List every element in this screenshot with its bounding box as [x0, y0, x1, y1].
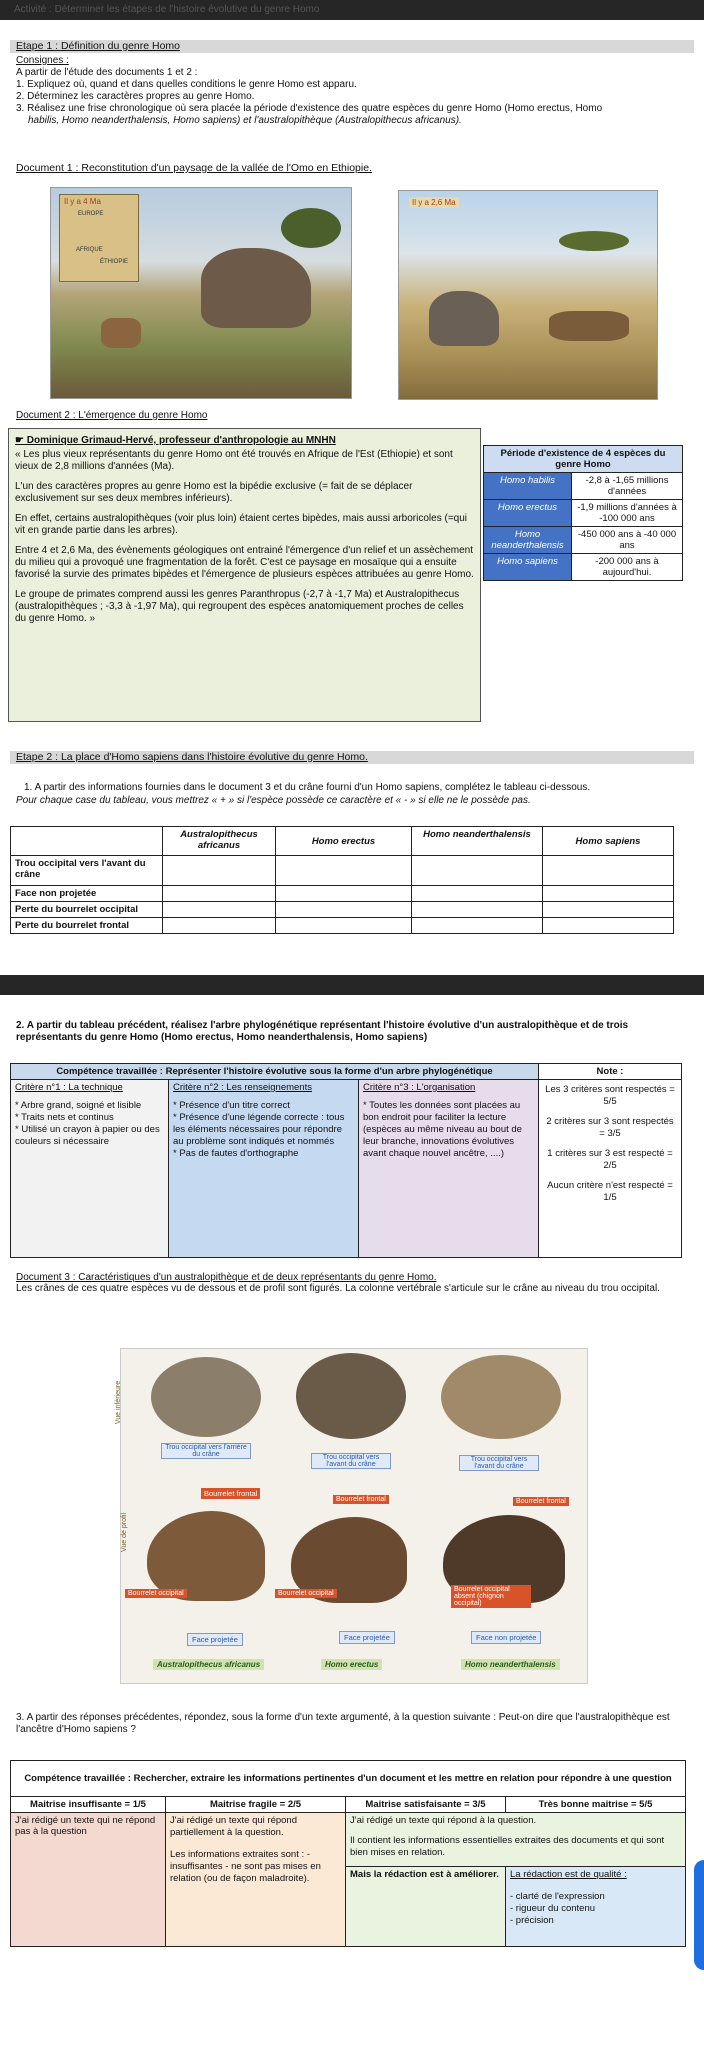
cell-input[interactable]	[276, 902, 412, 918]
cell-insuffisante: J'ai rédigé un texte qui ne répond pas à la question	[11, 1813, 166, 1947]
q3-competence: Compétence travaillée : Rechercher, extraire les informations pertinentes d'un document et les mettre en relation pour répondre à une question	[11, 1761, 686, 1797]
doc2-title: Document 2 : L'émergence du genre Homo	[16, 410, 208, 421]
period-species-2: Homo erectus	[484, 500, 572, 527]
critere-1-title: Critère n°1 : La technique	[15, 1082, 123, 1093]
etape2-band	[10, 751, 694, 764]
period-species-3: Homo neanderthalensis	[484, 527, 572, 554]
note-header: Note :	[539, 1064, 682, 1080]
side-label-inferieure: Vue inférieure	[115, 1380, 123, 1425]
img1-tag: Il y a 4 Ma	[64, 197, 101, 206]
consignes-item-3b: habilis, Homo neanderthalensis, Homo sapiens) et l'australopithèque (Australopithecus africanus).	[28, 115, 462, 126]
map-label-europe: EUROPE	[78, 211, 104, 217]
cell-fragile-a: J'ai rédigé un texte qui répond partiellement à la question.	[170, 1815, 297, 1838]
consignes-title: Consignes :	[16, 55, 69, 66]
etape1-heading: Etape 1 : Définition du genre Homo	[16, 40, 181, 52]
consignes-item-3: 3. Réalisez une frise chronologique où sera placée la période d'existence des quatre espèces du genre Homo (Homo erectus, Homo	[16, 103, 603, 114]
label-face-3: Face non projetée	[471, 1631, 541, 1644]
label-trou-arriere: Trou occipital vers l'arrière du crâne	[161, 1443, 251, 1459]
cell-input[interactable]	[412, 918, 543, 934]
period-value-2: -1,9 millions d'années à -100 000 ans	[572, 500, 683, 527]
cell-input[interactable]	[163, 902, 276, 918]
label-occipital-1: Bourrelet occipital	[125, 1589, 187, 1598]
col-sapiens: Homo sapiens	[543, 827, 674, 856]
q1-subtext: Pour chaque case du tableau, vous mettrez « + » si l'espèce possède ce caractère et « - » si elle ne le possède pas.	[16, 795, 531, 806]
cell-input[interactable]	[412, 886, 543, 902]
label-trou-avant-1: Trou occipital vers l'avant du crâne	[311, 1453, 391, 1469]
doc1-image-26ma	[398, 190, 658, 400]
skull-bottom-australo	[151, 1357, 261, 1437]
skull-profile-australo	[147, 1511, 265, 1601]
note-5: Les 3 critères sont respectés = 5/5	[545, 1084, 675, 1107]
doc2-para-5: Le groupe de primates comprend aussi les genres Paranthropus (-2,7 à -1,7 Ma) et Australopithecus (australopithèques ; -3,3 à -1,97 Ma), qui regroupent des espèces anatomiquement proches de celles du genre Homo. »	[15, 589, 464, 624]
critere-2-line-1: * Présence d'un titre correct	[173, 1100, 290, 1111]
period-value-1: -2,8 à -1,65 millions d'années	[572, 473, 683, 500]
doc2-author: ☛ Dominique Grimaud-Hervé, professeur d'anthropologie au MNHN	[15, 435, 336, 446]
q2-grid	[10, 1063, 682, 1258]
cell-tres-bonne-2: - rigueur du contenu	[510, 1903, 596, 1914]
consignes-intro: A partir de l'étude des documents 1 et 2 :	[16, 67, 198, 78]
period-species-1: Homo habilis	[484, 473, 572, 500]
cell-tres-bonne-title: La rédaction est de qualité :	[510, 1869, 627, 1880]
cell-input[interactable]	[412, 902, 543, 918]
level-2: Maitrise fragile = 2/5	[166, 1797, 346, 1813]
row-bourrelet-occipital: Perte du bourrelet occipital	[11, 902, 163, 918]
doc3-title: Document 3 : Caractéristiques d'un australopithèque et de deux représentants du genre Homo.	[16, 1272, 437, 1283]
cell-fragile	[166, 1813, 346, 1947]
consignes-item-2: 2. Déterminez les caractères propres au genre Homo.	[16, 91, 255, 102]
consignes-item-1: 1. Expliquez où, quand et dans quelles conditions le genre Homo est apparu.	[16, 79, 357, 90]
q1-text: 1. A partir des informations fournies dans le document 3 et du crâne fourni d'un Homo sapiens, complétez le tableau ci-dessous.	[24, 782, 591, 793]
critere-1-line-2: * Traits nets et continus	[15, 1112, 114, 1123]
skull-bottom-neander	[441, 1355, 561, 1439]
critere-1-line-3: * Utilisé un crayon à papier ou des couleurs si nécessaire	[15, 1124, 160, 1147]
col-erectus: Homo erectus	[276, 827, 412, 856]
q3-text: 3. A partir des réponses précédentes, répondez, sous la forme d'un texte argumenté, à la question suivante : Peut-on dire que l'australopithèque est l'ancêtre d'Homo sapiens ?	[16, 1712, 670, 1735]
label-frontal-1: Bourrelet frontal	[201, 1488, 260, 1499]
critere-1-line-1: * Arbre grand, soigné et lisible	[15, 1100, 142, 1111]
label-frontal-3: Bourrelet frontal	[513, 1497, 569, 1506]
note-3: 2 critères sur 3 sont respectés = 3/5	[546, 1116, 674, 1139]
cell-satisfaisante-b: Il contient les informations essentielles extraites des documents et qui sont bien mises en relation.	[350, 1835, 665, 1858]
critere-2-title: Critère n°2 : Les renseignements	[173, 1082, 312, 1093]
etape1-band	[10, 40, 694, 53]
cell-tres-bonne-3: - précision	[510, 1915, 554, 1926]
doc3-desc: Les crânes de ces quatre espèces vu de dessous et de profil sont figurés. La colonne vertébrale s'articule sur le crâne au niveau du trou occipital.	[16, 1283, 660, 1294]
doc1-image-4ma	[50, 187, 352, 399]
antelope-shape	[101, 318, 141, 348]
cell-fragile-b: Les informations extraites sont : - insuffisantes - ne sont pas mises en relation (ou de façon maladroite).	[170, 1849, 321, 1884]
acacia-shape	[559, 231, 629, 251]
img2-tag: Il y a 2,6 Ma	[409, 197, 459, 208]
note-1: Aucun critère n'est respecté = 1/5	[547, 1180, 673, 1203]
cell-tres-bonne-1: - clarté de l'expression	[510, 1891, 605, 1902]
period-table	[483, 445, 683, 581]
label-trou-avant-2: Trou occipital vers l'avant du crâne	[459, 1455, 539, 1471]
cell-input[interactable]	[276, 918, 412, 934]
scroll-edge-indicator[interactable]	[694, 1860, 704, 1970]
cell-input[interactable]	[276, 886, 412, 902]
horses-shape	[549, 311, 629, 341]
etape2-heading: Etape 2 : La place d'Homo sapiens dans l'histoire évolutive du genre Homo.	[16, 751, 368, 763]
cell-input[interactable]	[543, 856, 674, 886]
label-occipital-2: Bourrelet occipital	[275, 1589, 337, 1598]
map-label-ethiopie: ÉTHIOPIE	[100, 259, 129, 265]
etape1-consignes	[16, 55, 696, 127]
period-species-4: Homo sapiens	[484, 554, 572, 581]
cell-input[interactable]	[163, 856, 276, 886]
col-neanderthalensis: Homo neanderthalensis	[412, 827, 543, 856]
period-value-4: -200 000 ans à aujourd'hui.	[572, 554, 683, 581]
cell-input[interactable]	[276, 856, 412, 886]
top-bar-title: Activité : Déterminer les étapes de l'histoire évolutive du genre Homo	[14, 4, 320, 15]
doc1-title: Document 1 : Reconstitution d'un paysage de la vallée de l'Omo en Ethiopie.	[16, 162, 372, 174]
cell-input[interactable]	[412, 856, 543, 886]
cell-input[interactable]	[543, 918, 674, 934]
doc2-para-1: « Les plus vieux représentants du genre Homo ont été trouvés en Afrique de l'Est (Ethiopie) et sont vieux de 2,8 millions d'années (Ma).	[15, 449, 453, 472]
label-frontal-2: Bourrelet frontal	[333, 1495, 389, 1504]
map-label-afrique: AFRIQUE	[76, 247, 103, 253]
side-label-profil: Vue de profil	[121, 1512, 129, 1553]
q2-text: 2. A partir du tableau précédent, réalisez l'arbre phylogénétique représentant l'histoire évolutive d'un australopithèque et de trois représentants du genre Homo (Homo erectus, Homo neanderthalensis, Homo sapiens)	[16, 1020, 629, 1043]
top-bar	[0, 0, 704, 20]
cell-input[interactable]	[543, 886, 674, 902]
critere-2-line-2: * Présence d'une légende correcte : tous les éléments nécessaires pour répondre au problème sont indiqués et nommés	[173, 1112, 345, 1147]
critere-2-cell	[169, 1080, 359, 1258]
cell-satisfaisante-c: Mais la rédaction est à améliorer.	[346, 1867, 506, 1947]
col-australopithecus: Australopithecus africanus	[163, 827, 276, 856]
cell-input[interactable]	[163, 886, 276, 902]
row-trou-occipital: Trou occipital vers l'avant du crâne	[11, 856, 163, 886]
critere-3-title: Critère n°3 : L'organisation	[363, 1082, 476, 1093]
elephant-shape	[201, 248, 311, 328]
critere-3-cell	[359, 1080, 539, 1258]
doc2-para-4: Entre 4 et 2,6 Ma, des évènements géologiques ont entrainé l'émergence d'un relief et un assèchement du milieu qui a provoqué une fragmentation de la forêt. C'est ce paysage en mosaïque qui a ensuite favorisé la survie des primates bipèdes et l'émergence de plusieurs espèces attribuées au genre Homo.	[15, 545, 474, 580]
cell-input[interactable]	[543, 902, 674, 918]
level-4: Très bonne maitrise = 5/5	[506, 1797, 686, 1813]
notes-cell	[539, 1080, 682, 1258]
level-3: Maitrise satisfaisante = 3/5	[346, 1797, 506, 1813]
doc2-para-2: L'un des caractères propres au genre Homo est la bipédie exclusive (= fait de se déplacer exclusivement sur ses deux membres inférieurs).	[15, 481, 413, 504]
cell-satisfaisante	[346, 1813, 686, 1867]
species-label-1: Australopithecus africanus	[153, 1659, 264, 1670]
row-face: Face non projetée	[11, 886, 163, 902]
page-divider	[0, 975, 704, 995]
critere-1-cell	[11, 1080, 169, 1258]
map-inset	[59, 194, 139, 282]
period-value-3: -450 000 ans à -40 000 ans	[572, 527, 683, 554]
critere-3-line-1: * Toutes les données sont placées au bon endroit pour faciliter la lecture (espèces au même niveau au bout de leur branche, innovations évolutives avant chaque nouvel ancêtre, ....)	[363, 1100, 522, 1159]
tree-shape	[281, 208, 341, 248]
note-2: 1 critères sur 3 est respecté = 2/5	[547, 1148, 673, 1171]
cell-input[interactable]	[163, 918, 276, 934]
label-face-1: Face projetée	[187, 1633, 243, 1646]
label-occipital-3: Bourrelet occipital absent (chignon occipital)	[451, 1585, 531, 1608]
species-label-3: Homo neanderthalensis	[461, 1659, 560, 1670]
doc2-text-box	[8, 428, 481, 722]
q2-competence: Compétence travaillée : Représenter l'histoire évolutive sous la forme d'un arbre phylogénétique	[11, 1064, 539, 1080]
period-table-header: Période d'existence de 4 espèces du genre Homo	[484, 446, 683, 473]
character-table-corner	[11, 827, 163, 856]
q3-grid	[10, 1760, 686, 1947]
row-bourrelet-frontal: Perte du bourrelet frontal	[11, 918, 163, 934]
doc2-para-3: En effet, certains australopithèques (voir plus loin) étaient certes bipèdes, mais aussi arboricoles (=qui vit en grande partie dans les arbres).	[15, 513, 467, 536]
skulls-figure	[115, 1348, 588, 1684]
level-1: Maitrise insuffisante = 1/5	[11, 1797, 166, 1813]
skull-bottom-erectus	[296, 1353, 406, 1439]
label-face-2: Face projetée	[339, 1631, 395, 1644]
cell-satisfaisante-a: J'ai rédigé un texte qui répond à la question.	[350, 1815, 537, 1826]
character-table	[10, 826, 674, 934]
cell-tres-bonne	[506, 1867, 686, 1947]
species-label-2: Homo erectus	[321, 1659, 382, 1670]
elephant-shape-2	[429, 291, 499, 346]
critere-2-line-3: * Pas de fautes d'orthographe	[173, 1148, 299, 1159]
